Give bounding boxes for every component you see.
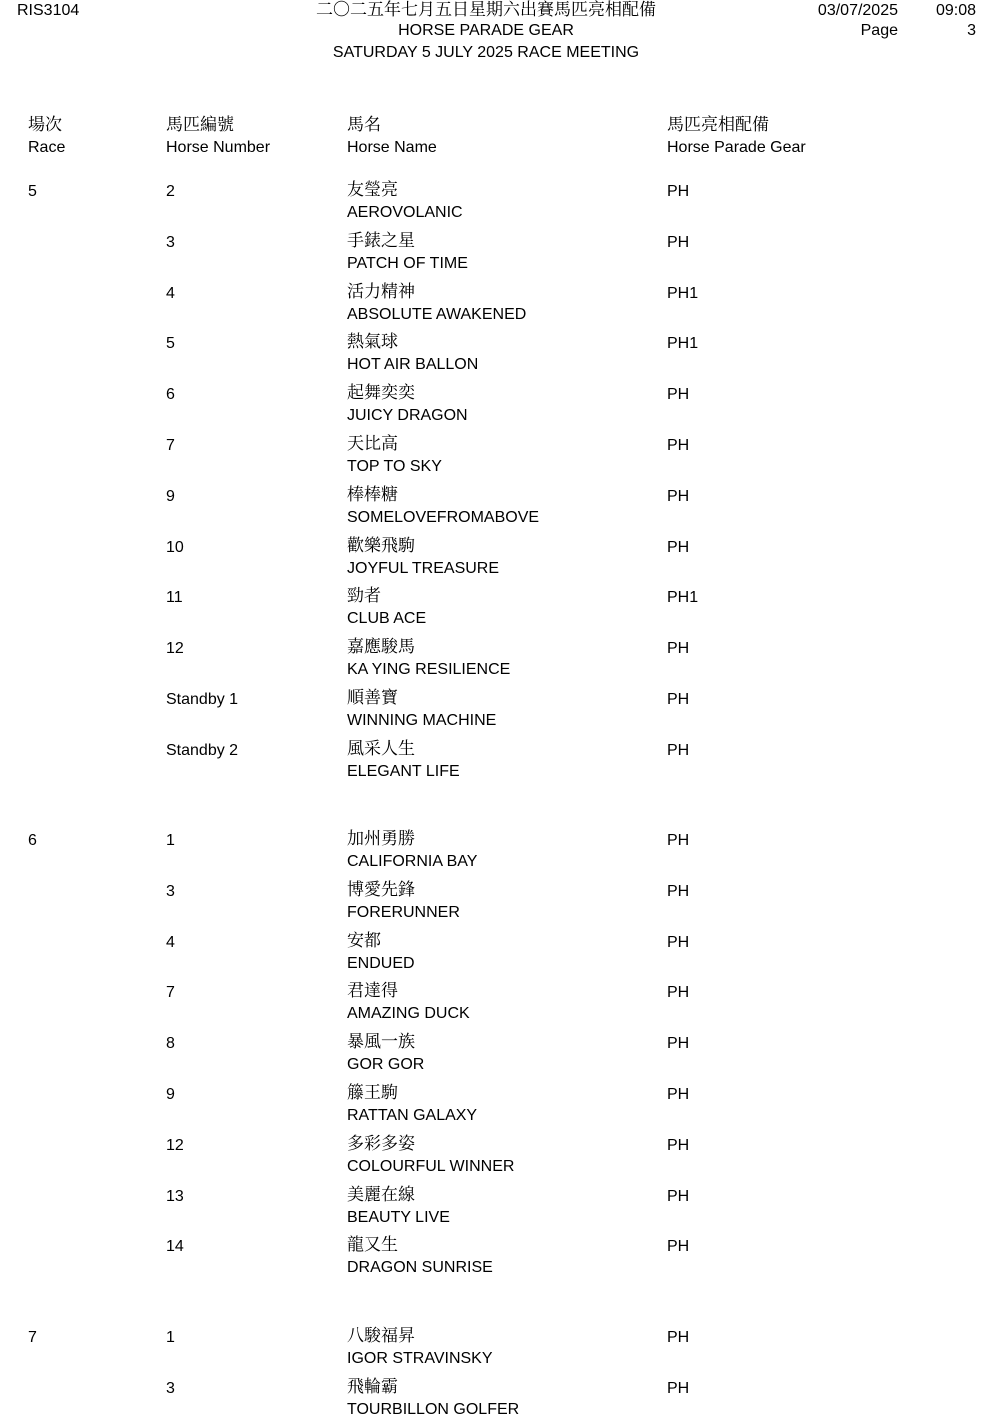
parade-gear: PH xyxy=(667,488,690,505)
parade-gear: PH xyxy=(667,934,690,951)
horse-name-chinese: 風采人生 xyxy=(347,739,415,758)
horse-name: AMAZING DUCK xyxy=(347,1005,470,1022)
horse-name: COLOURFUL WINNER xyxy=(347,1158,515,1175)
horse-name-chinese: 友瑩亮 xyxy=(347,180,398,199)
horse-number: 14 xyxy=(166,1238,184,1255)
horse-number: Standby 2 xyxy=(166,742,239,759)
horse-number: 12 xyxy=(166,640,184,657)
horse-number: 3 xyxy=(166,1380,175,1397)
horse-name: BEAUTY LIVE xyxy=(347,1209,450,1226)
horse-name-chinese: 多彩多姿 xyxy=(347,1134,415,1153)
horse-name: KA YING RESILIENCE xyxy=(347,661,511,678)
horse-number: 9 xyxy=(166,1086,175,1103)
column-header-race-chinese: 場次 xyxy=(28,115,62,134)
horse-name-chinese: 手錶之星 xyxy=(347,231,415,250)
horse-name: SOMELOVEFROMABOVE xyxy=(347,509,540,526)
parade-gear: PH xyxy=(667,691,690,708)
horse-name-chinese: 天比高 xyxy=(347,434,398,453)
horse-number: 3 xyxy=(166,883,175,900)
parade-gear: PH xyxy=(667,640,690,657)
horse-name-chinese: 籐王駒 xyxy=(347,1083,398,1102)
parade-gear: PH1 xyxy=(667,335,699,352)
horse-name: DRAGON SUNRISE xyxy=(347,1259,493,1276)
parade-gear: PH xyxy=(667,984,690,1001)
parade-gear: PH xyxy=(667,1329,690,1346)
horse-name: FORERUNNER xyxy=(347,904,460,921)
parade-gear: PH xyxy=(667,183,690,200)
horse-name: TOP TO SKY xyxy=(347,458,442,475)
horse-name: WINNING MACHINE xyxy=(347,712,497,729)
horse-name-chinese: 暴風一族 xyxy=(347,1032,415,1051)
parade-gear: PH1 xyxy=(667,589,699,606)
report-time: 09:08 xyxy=(935,2,976,19)
horse-name-chinese: 起舞奕奕 xyxy=(347,383,415,402)
horse-number: 7 xyxy=(166,437,175,454)
horse-name: JOYFUL TREASURE xyxy=(347,560,500,577)
page-label: Page xyxy=(860,22,898,39)
parade-gear: PH xyxy=(667,742,690,759)
column-header-name: Horse Name xyxy=(347,139,437,156)
page-number: 3 xyxy=(967,22,976,39)
horse-number: 4 xyxy=(166,934,175,951)
report-id: RIS3104 xyxy=(17,2,80,19)
horse-name-chinese: 歡樂飛駒 xyxy=(347,536,415,555)
report-title-chinese: 二〇二五年七月五日星期六出賽馬匹亮相配備 xyxy=(316,0,656,19)
parade-gear: PH xyxy=(667,1086,690,1103)
horse-name-chinese: 飛輪霸 xyxy=(347,1377,398,1396)
horse-name-chinese: 加州勇勝 xyxy=(347,829,415,848)
horse-number: 3 xyxy=(166,234,175,251)
column-header-number: Horse Number xyxy=(166,139,271,156)
race-number: 7 xyxy=(28,1329,37,1346)
horse-name: HOT AIR BALLON xyxy=(347,356,479,373)
horse-name: PATCH OF TIME xyxy=(347,255,468,272)
horse-name: ABSOLUTE AWAKENED xyxy=(347,306,527,323)
horse-name-chinese: 嘉應駿馬 xyxy=(347,637,415,656)
horse-number: 1 xyxy=(166,832,175,849)
horse-name-chinese: 棒棒糖 xyxy=(347,485,398,504)
horse-name: GOR GOR xyxy=(347,1056,425,1073)
horse-number: 11 xyxy=(166,589,183,606)
horse-name: ELEGANT LIFE xyxy=(347,763,460,780)
horse-number: 7 xyxy=(166,984,175,1001)
horse-name: CLUB ACE xyxy=(347,610,427,627)
parade-gear: PH xyxy=(667,234,690,251)
horse-name-chinese: 活力精神 xyxy=(347,282,415,301)
parade-gear: PH xyxy=(667,1238,690,1255)
horse-name-chinese: 君達得 xyxy=(347,981,398,1000)
horse-number: 9 xyxy=(166,488,175,505)
race-number: 6 xyxy=(28,832,37,849)
meeting-subtitle: SATURDAY 5 JULY 2025 RACE MEETING xyxy=(332,44,640,61)
column-header-gear-chinese: 馬匹亮相配備 xyxy=(667,115,769,134)
horse-name-chinese: 八駿福昇 xyxy=(347,1326,415,1345)
column-header-race: Race xyxy=(28,139,66,156)
horse-number: 8 xyxy=(166,1035,175,1052)
report-date: 03/07/2025 xyxy=(817,2,898,19)
horse-number: 1 xyxy=(166,1329,175,1346)
horse-number: 12 xyxy=(166,1137,184,1154)
horse-number: 2 xyxy=(166,183,175,200)
horse-name-chinese: 博愛先鋒 xyxy=(347,880,415,899)
parade-gear: PH xyxy=(667,1137,690,1154)
horse-name: TOURBILLON GOLFER xyxy=(347,1401,520,1418)
horse-name-chinese: 勁者 xyxy=(347,586,381,605)
horse-name-chinese: 熱氣球 xyxy=(347,332,398,351)
horse-number: 6 xyxy=(166,386,175,403)
parade-gear: PH xyxy=(667,386,690,403)
parade-gear: PH xyxy=(667,832,690,849)
column-header-name-chinese: 馬名 xyxy=(347,115,381,134)
parade-gear: PH xyxy=(667,1188,690,1205)
parade-gear: PH xyxy=(667,1380,690,1397)
parade-gear: PH xyxy=(667,437,690,454)
parade-gear: PH xyxy=(667,1035,690,1052)
horse-name: JUICY DRAGON xyxy=(347,407,468,424)
parade-gear: PH1 xyxy=(667,285,699,302)
column-header-gear: Horse Parade Gear xyxy=(667,139,806,156)
horse-number: 5 xyxy=(166,335,175,352)
horse-number: Standby 1 xyxy=(166,691,239,708)
horse-number: 10 xyxy=(166,539,184,556)
horse-name: ENDUED xyxy=(347,955,415,972)
horse-name-chinese: 龍又生 xyxy=(347,1235,398,1254)
horse-name: IGOR STRAVINSKY xyxy=(347,1350,493,1367)
horse-name-chinese: 美麗在線 xyxy=(347,1185,415,1204)
horse-name: CALIFORNIA BAY xyxy=(347,853,478,870)
horse-number: 4 xyxy=(166,285,175,302)
horse-name-chinese: 安都 xyxy=(347,931,381,950)
horse-name-chinese: 順善寶 xyxy=(347,688,398,707)
parade-gear: PH xyxy=(667,539,690,556)
horse-name: RATTAN GALAXY xyxy=(347,1107,478,1124)
horse-name: AEROVOLANIC xyxy=(347,204,463,221)
column-header-number-chinese: 馬匹編號 xyxy=(166,115,234,134)
horse-number: 13 xyxy=(166,1188,184,1205)
parade-gear: PH xyxy=(667,883,690,900)
report-title: HORSE PARADE GEAR xyxy=(398,22,574,39)
race-number: 5 xyxy=(28,183,37,200)
